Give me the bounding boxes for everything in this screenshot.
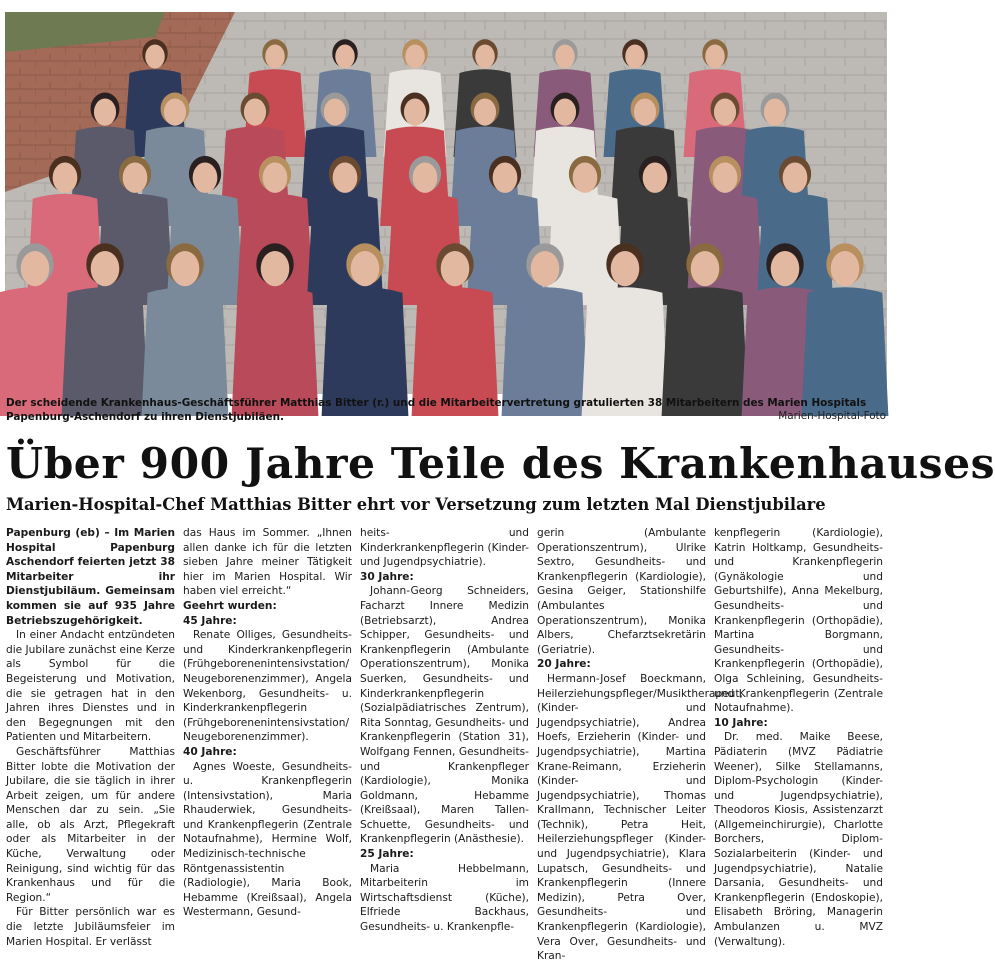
honoree-list: gerin (Ambulante Operationszentrum), Ulrike Sextro, Gesundheits- und Krankenpflegerin (Kardiologie), Gesina Geiger, Stationshilfe (Ambulantes Operationszentrum), Monika Albers, Chefarztsekretärin (Geriatrie). (537, 527, 706, 656)
section-heading: 20 Jahre: (537, 658, 591, 671)
person-face (324, 99, 346, 126)
article-column-5 (714, 526, 883, 948)
person-face (193, 163, 218, 193)
person-face (714, 99, 736, 126)
person-face (261, 251, 290, 286)
person-face (333, 163, 358, 193)
section-heading: 45 Jahre: (183, 614, 237, 627)
person-face (783, 163, 808, 193)
section-heading: 30 Jahre: (360, 570, 414, 583)
person-face (404, 99, 426, 126)
person-face (335, 45, 355, 69)
headline: Über 900 Jahre Teile des Krankenhauses (6, 439, 995, 489)
person-face (691, 251, 720, 286)
person-face (634, 99, 656, 126)
honoree-list: Maria Hebbelmann, Mitarbeiterin im Wirtschaftsdienst (Küche), Elfriede Backhaus, Gesundheits- u. Krankenpfle- (360, 862, 529, 934)
article-paragraph: Für Bitter persönlich war es die letzte Jubiläumsfeier im Marien Hospital. Er verlässt (6, 906, 175, 948)
person-face (531, 251, 560, 286)
person-face (831, 251, 860, 286)
person-face (573, 163, 598, 193)
honoree-list: heits- und Kinderkrankenpflegerin (Kinder- und Jugendpsychiatrie). (360, 527, 529, 569)
honoree-list: Hermann-Josef Boeckmann, Heilerziehungspfleger/Musiktherapeut, (Kinder- und Jugendpsychiatrie), Andrea Hoefs, Erzieherin (Kinder- und Jugendpsychiatrie), Martina Krane-Reimann, Erzieherin (Kinder- und Jugendpsychiatrie), Thomas Krallmann, Technischer Leiter (Technik), Petra Heit, Heilerziehungspfleger (Kinder- und Jugendpsychiatrie), Klara Lupatsch, Gesundheits- und Krankenpflegerin (Innere Medizin), Petra Over, Gesundheits- und Krankenpflegerin (Kardiologie), Vera Over, Gesundheits- und Kran- (537, 672, 743, 963)
person-face (265, 45, 285, 69)
person-face (405, 45, 425, 69)
section-heading: 25 Jahre: (360, 848, 414, 861)
person-face (123, 163, 148, 193)
person-face (53, 163, 78, 193)
person-face (554, 99, 576, 126)
person-face (493, 163, 518, 193)
person-face (244, 99, 266, 126)
article-lead: Papenburg (eb) – Im Marien Hospital Papenburg Aschendorf feierten jetzt 38 Mitarbeiter ihr Dienstjubiläum. Gemeinsam kommen sie auf 935 Jahre Betriebszugehörigkeit. (6, 527, 175, 627)
photo-credit: Marien-Hospital-Foto (778, 410, 886, 422)
person-face (164, 99, 186, 126)
article-column-3 (360, 526, 529, 934)
person-face (475, 45, 495, 69)
person-face (441, 251, 470, 286)
section-heading: Geehrt wurden: (183, 599, 277, 612)
honoree-list: Agnes Woeste, Gesundheits- u. Krankenpflegerin (Intensivstation), Maria Rhauderwiek, Gesundheits- und Krankenpflegerin (Zentrale Notaufnahme), Hermine Wolf, Medizinisch-technische Röntgenassistentin (Radiologie), Maria Book, Hebamme (Kreißsaal), Angela Westermann, Gesund- (183, 760, 352, 919)
person-face (643, 163, 668, 193)
person-face (413, 163, 438, 193)
article-paragraph: Geschäftsführer Matthias Bitter lobte die Motivation der Jubilare, die sie täglich in ihrer Arbeit zeigen, um für andere Menschen dar zu sein. „Sie alle, ob als Arzt, Pflegekraft oder als Mitarbeiter in der Küche, Verwaltung oder Reinigung, sind wichtig für das Krankenhaus und für die Region.“ (6, 745, 175, 904)
person-face (713, 163, 738, 193)
section-heading: 10 Jahre: (714, 716, 768, 729)
subheadline: Marien-Hospital-Chef Matthias Bitter ehrt vor Versetzung zum letzten Mal Dienstjubilare (6, 495, 826, 514)
honoree-list: kenpflegerin (Kardiologie), Katrin Holtkamp, Gesundheits- und Krankenpflegerin (Gynäkologie und Geburtshilfe), Anna Mekelburg, Gesundheits- und Krankenpflegerin (Orthopädie), Martina Borgmann, Gesundheits- und Krankenpflegerin (Orthopädie), Olga Schleining, Gesundheits- und Krankenpflegerin (Zentrale Notaufnahme). (714, 527, 883, 715)
article-body (6, 526, 888, 963)
person-face (764, 99, 786, 126)
photo-caption: Der scheidende Krankenhaus-Geschäftsführer Matthias Bitter (r.) und die Mitarbeitervertretung gratulierten 38 Mitarbeitern des Marien Hospitals Papenburg-Aschendorf zu ihren Dienstjubiläen. (6, 397, 867, 423)
person-face (351, 251, 380, 286)
person-face (705, 45, 725, 69)
honoree-list: Dr. med. Maike Beese, Pädiaterin (MVZ Pädiatrie Weener), Silke Stellamanns, Diplom-Psychologin (Kinder- und Jugendpsychiatrie), Theodoros Kiosis, Assistenzarzt (Allgemeinchirurgie), Charlotte Borchers, Diplom- Sozialarbeiterin (Kinder- und Jugendpsychiatrie), Natalie Darsania, Gesundheits- und Krankenpflegerin (Endoskopie), Elisabeth Bröring, Managerin Ambulanzen u. MVZ (Verwaltung). (714, 731, 883, 948)
person-face (263, 163, 288, 193)
person-face (771, 251, 800, 286)
article-column-2 (183, 526, 352, 919)
person-face (555, 45, 575, 69)
article-paragraph: das Haus im Sommer. „Ihnen allen danke ich für die letzten sieben Jahre meiner Tätigkeit hier im Marien Hospital. Wir haben viel erreicht.“ (183, 527, 352, 598)
person-face (21, 251, 50, 286)
section-heading: 40 Jahre: (183, 745, 237, 758)
honoree-list: Renate Olliges, Gesundheits- und Kinderkrankenpflegerin (Frühgeborenenintensivstation/ Neugeborenenzimmer), Angela Wekenborg, Gesundheits- u. Kinderkrankenpflegerin (Frühgeborenenintensivstation/ Neugeborenenzimmer). (183, 629, 352, 744)
group-photo-illustration (5, 12, 887, 394)
person-face (94, 99, 116, 126)
person-face (171, 251, 200, 286)
person-face (625, 45, 645, 69)
honoree-list: Johann-Georg Schneiders, Facharzt Innere Medizin (Betriebsarzt), Andrea Schipper, Gesundheits- und Krankenpflegerin (Ambulante Operationszentrum), Monika Suerken, Gesundheits- und Kinderkrankenpflegerin (Sozialpädiatrisches Zentrum), Rita Sonntag, Gesundheits- und Krankenpflegerin (Station 31), Wolfgang Fennen, Gesundheits- und Krankenpfleger (Kardiologie), Monika Goldmann, Hebamme (Kreißsaal), Maren Tallen-Schuette, Gesundheits- und Krankenpflegerin (Anästhesie). (360, 585, 529, 846)
person-face (611, 251, 640, 286)
person-face (474, 99, 496, 126)
article-paragraph: In einer Andacht entzündeten die Jubilare zunächst eine Kerze als Symbol für die Begeisterung und Motivation, die sie getragen hat in den Jahren ihres Dienstes und in den Begegnungen mit den Patienten und Mitarbeitern. (6, 629, 175, 744)
group-photo (5, 12, 887, 394)
article-column-1 (6, 526, 175, 948)
person-face (91, 251, 120, 286)
person-face (145, 45, 165, 69)
